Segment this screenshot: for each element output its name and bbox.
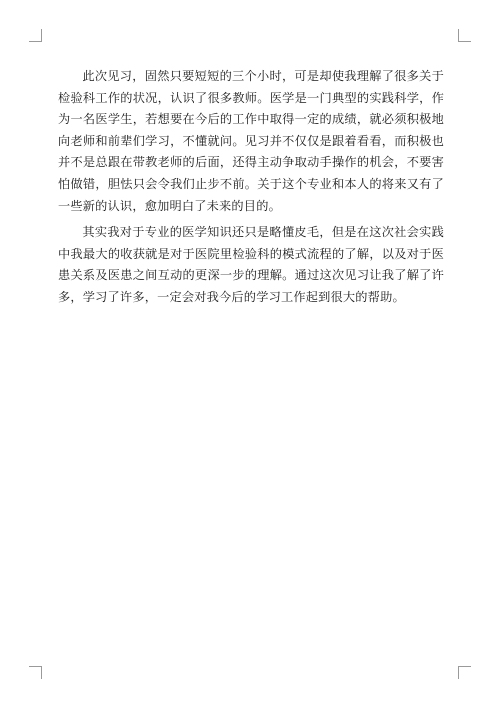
top-right-margin-mark [458, 29, 471, 42]
paragraph-2: 其实我对于专业的医学知识还只是略懂皮毛，但是在这次社会实践中我最大的收获就是对于医院里检验科的模式流程的了解，以及对于医患关系及医患之间互动的更深一步的理解。通过这次见习让我了解了许多，学习了许多，一定会对我今后的学习工作起到很大的帮助。 [58, 225, 444, 304]
document-body [58, 66, 444, 314]
paragraph-1: 此次见习，固然只要短短的三个小时，可是却使我理解了很多关于检验科工作的状况，认识了很多教师。医学是一门典型的实践科学，作为一名医学生，若想要在今后的工作中取得一定的成绩，就必须积极地向老师和前辈们学习，不懂就问。见习并不仅仅是跟着看看，而积极也并不是总跟在带教老师的后面，还得主动争取动手操作的机会，不要害怕做错，胆怯只会令我们止步不前。关于这个专业和本人的将来又有了一些新的认识，愈加明白了未来的目的。 [58, 69, 444, 213]
bottom-right-margin-mark [458, 666, 471, 679]
bottom-left-margin-mark [29, 666, 42, 679]
top-left-margin-mark [29, 29, 42, 42]
